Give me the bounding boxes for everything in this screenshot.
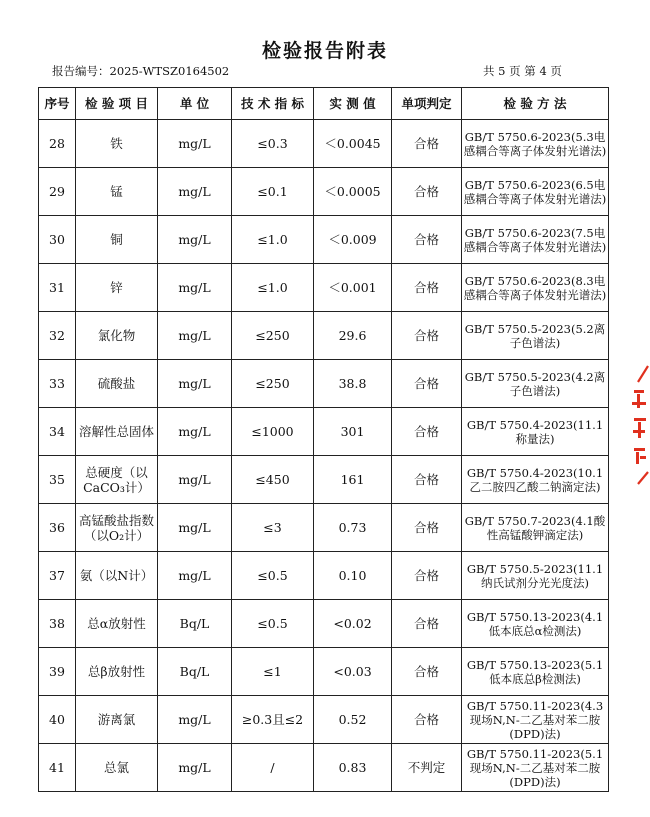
table-row [39, 168, 609, 216]
row-item: 总硬度（以CaCO₃计） [76, 456, 158, 504]
col-header-limit: 技 术 指 标 [232, 88, 314, 120]
col-header-value: 实 测 值 [314, 88, 392, 120]
row-item: 高锰酸盐指数（以O₂计） [76, 504, 158, 552]
row-limit: ≤450 [232, 456, 314, 504]
col-header-item: 检 验 项 目 [76, 88, 158, 120]
page-info: 共 5 页 第 4 页 [483, 64, 562, 78]
row-limit: ≤1000 [232, 408, 314, 456]
row-judgement: 合格 [392, 456, 462, 504]
row-limit: / [232, 744, 314, 792]
col-header-no: 序号 [39, 88, 76, 120]
row-limit: ≤0.5 [232, 600, 314, 648]
row-item: 总氯 [76, 744, 158, 792]
row-limit: ≤1.0 [232, 216, 314, 264]
row-item: 锰 [76, 168, 158, 216]
row-unit: mg/L [158, 552, 232, 600]
row-method: GB/T 5750.11-2023(5.1现场N,N-二乙基对苯二胺(DPD)法) [462, 744, 609, 792]
table-header-row [39, 88, 609, 120]
row-item: 溶解性总固体 [76, 408, 158, 456]
row-limit: ≥0.3且≤2 [232, 696, 314, 744]
row-method: GB/T 5750.13-2023(5.1低本底总β检测法) [462, 648, 609, 696]
row-unit: mg/L [158, 744, 232, 792]
row-item: 硫酸盐 [76, 360, 158, 408]
row-number: 34 [39, 408, 76, 456]
row-judgement: 合格 [392, 408, 462, 456]
row-number: 33 [39, 360, 76, 408]
row-method: GB/T 5750.7-2023(4.1酸性高锰酸钾滴定法) [462, 504, 609, 552]
row-method: GB/T 5750.6-2023(8.3电感耦合等离子体发射光谱法) [462, 264, 609, 312]
row-unit: mg/L [158, 408, 232, 456]
table-row [39, 552, 609, 600]
row-unit: Bq/L [158, 600, 232, 648]
row-value: 0.52 [314, 696, 392, 744]
row-value: 38.8 [314, 360, 392, 408]
row-unit: mg/L [158, 456, 232, 504]
report-title: 检验报告附表 [261, 40, 388, 62]
row-number: 35 [39, 456, 76, 504]
row-judgement: 合格 [392, 504, 462, 552]
row-limit: ≤0.3 [232, 120, 314, 168]
row-judgement: 合格 [392, 264, 462, 312]
row-limit: ≤250 [232, 360, 314, 408]
table-row [39, 600, 609, 648]
row-method: GB/T 5750.4-2023(10.1乙二胺四乙酸二钠滴定法) [462, 456, 609, 504]
row-item: 游离氯 [76, 696, 158, 744]
row-value: 161 [314, 456, 392, 504]
row-value: <0.02 [314, 600, 392, 648]
row-judgement: 合格 [392, 216, 462, 264]
row-item: 氨（以N计） [76, 552, 158, 600]
row-method: GB/T 5750.5-2023(4.2离子色谱法) [462, 360, 609, 408]
row-number: 38 [39, 600, 76, 648]
seal-stamp-fragment [628, 360, 650, 490]
row-number: 41 [39, 744, 76, 792]
report-number: 报告编号：2025-WTSZ0164502 [52, 64, 230, 78]
row-judgement: 合格 [392, 648, 462, 696]
row-number: 36 [39, 504, 76, 552]
row-unit: mg/L [158, 312, 232, 360]
row-value: 0.73 [314, 504, 392, 552]
row-method: GB/T 5750.4-2023(11.1称量法) [462, 408, 609, 456]
table-row [39, 312, 609, 360]
row-unit: mg/L [158, 216, 232, 264]
col-header-method: 检 验 方 法 [462, 88, 609, 120]
table-row [39, 216, 609, 264]
row-value: <0.03 [314, 648, 392, 696]
row-item: 总α放射性 [76, 600, 158, 648]
row-limit: ≤1 [232, 648, 314, 696]
table-row [39, 648, 609, 696]
row-method: GB/T 5750.5-2023(11.1纳氏试剂分光光度法) [462, 552, 609, 600]
row-unit: mg/L [158, 264, 232, 312]
table-row [39, 456, 609, 504]
row-method: GB/T 5750.6-2023(7.5电感耦合等离子体发射光谱法) [462, 216, 609, 264]
row-value: 29.6 [314, 312, 392, 360]
table-row [39, 264, 609, 312]
row-unit: mg/L [158, 120, 232, 168]
row-value: 301 [314, 408, 392, 456]
row-item: 铜 [76, 216, 158, 264]
row-method: GB/T 5750.11-2023(4.3现场N,N-二乙基对苯二胺(DPD)法) [462, 696, 609, 744]
row-number: 39 [39, 648, 76, 696]
results-table [38, 87, 609, 792]
col-header-judge: 单项判定 [392, 88, 462, 120]
row-unit: mg/L [158, 168, 232, 216]
row-unit: Bq/L [158, 648, 232, 696]
row-method: GB/T 5750.6-2023(6.5电感耦合等离子体发射光谱法) [462, 168, 609, 216]
row-number: 29 [39, 168, 76, 216]
table-row [39, 744, 609, 792]
table-row [39, 120, 609, 168]
row-judgement: 合格 [392, 120, 462, 168]
row-number: 28 [39, 120, 76, 168]
row-number: 32 [39, 312, 76, 360]
table-row [39, 360, 609, 408]
row-judgement: 合格 [392, 168, 462, 216]
row-item: 总β放射性 [76, 648, 158, 696]
table-row [39, 696, 609, 744]
row-judgement: 合格 [392, 696, 462, 744]
row-item: 锌 [76, 264, 158, 312]
row-judgement: 合格 [392, 312, 462, 360]
col-header-unit: 单 位 [158, 88, 232, 120]
row-value: ＜0.009 [314, 216, 392, 264]
row-limit: ≤1.0 [232, 264, 314, 312]
row-judgement: 合格 [392, 600, 462, 648]
row-judgement: 不判定 [392, 744, 462, 792]
row-limit: ≤0.1 [232, 168, 314, 216]
row-limit: ≤3 [232, 504, 314, 552]
row-item: 氯化物 [76, 312, 158, 360]
row-item: 铁 [76, 120, 158, 168]
row-judgement: 合格 [392, 552, 462, 600]
row-number: 31 [39, 264, 76, 312]
row-method: GB/T 5750.13-2023(4.1低本底总α检测法) [462, 600, 609, 648]
row-limit: ≤250 [232, 312, 314, 360]
row-value: 0.10 [314, 552, 392, 600]
row-unit: mg/L [158, 360, 232, 408]
row-value: ＜0.001 [314, 264, 392, 312]
row-unit: mg/L [158, 696, 232, 744]
row-method: GB/T 5750.5-2023(5.2离子色谱法) [462, 312, 609, 360]
row-method: GB/T 5750.6-2023(5.3电感耦合等离子体发射光谱法) [462, 120, 609, 168]
row-number: 37 [39, 552, 76, 600]
row-limit: ≤0.5 [232, 552, 314, 600]
row-value: ＜0.0005 [314, 168, 392, 216]
table-row [39, 504, 609, 552]
row-unit: mg/L [158, 504, 232, 552]
row-value: ＜0.0045 [314, 120, 392, 168]
row-number: 40 [39, 696, 76, 744]
row-judgement: 合格 [392, 360, 462, 408]
row-value: 0.83 [314, 744, 392, 792]
table-row [39, 408, 609, 456]
row-number: 30 [39, 216, 76, 264]
